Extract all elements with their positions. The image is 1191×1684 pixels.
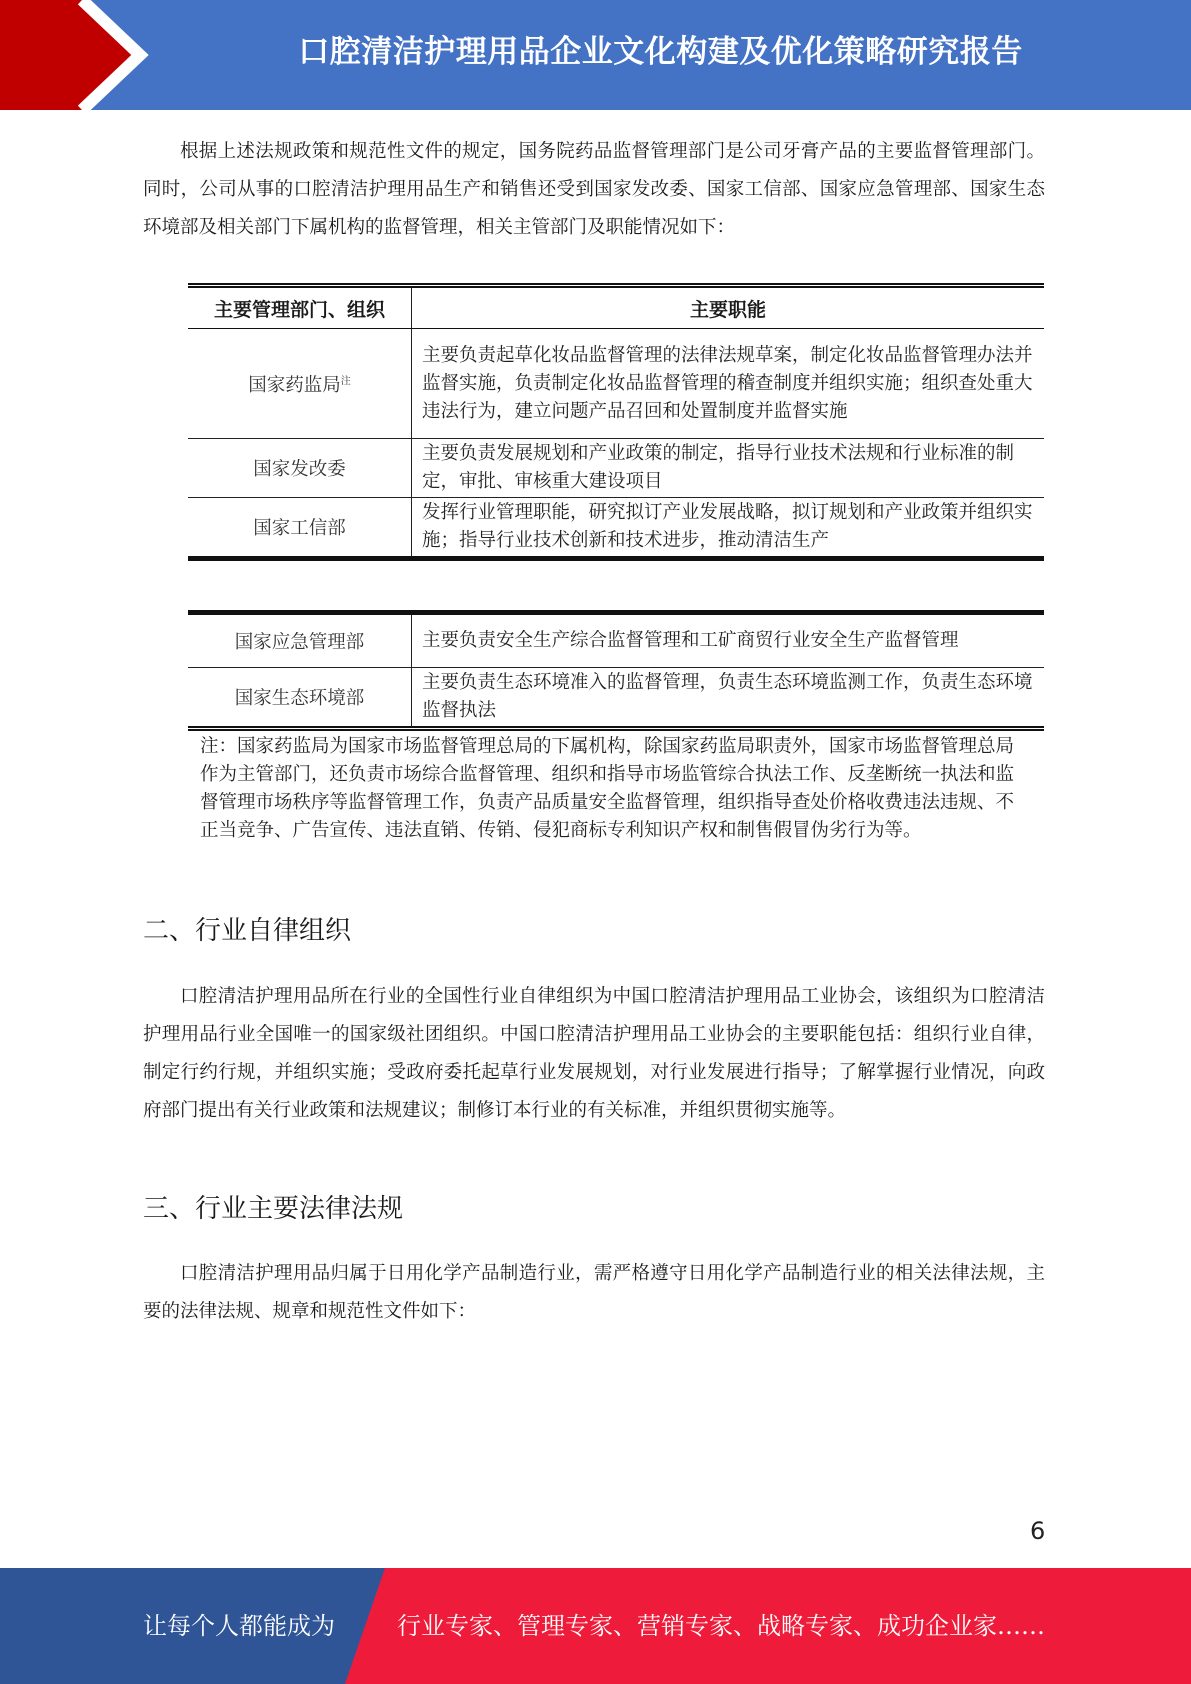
column-header-organization: 主要管理部门、组织 (188, 286, 412, 329)
laws-paragraph: 口腔清洁护理用品归属于日用化学产品制造行业，需严格遵守日用化学产品制造行业的相关法律法规，主要的法律法规、规章和规范性文件如下： (143, 1263, 1045, 1322)
table-header-row (188, 286, 1044, 329)
table-row (188, 668, 1044, 729)
footer-slogan-right: 行业专家、管理专家、营销专家、战略专家、成功企业家…… (397, 1612, 1045, 1640)
org-cell: 国家生态环境部 (188, 668, 412, 729)
duty-cell: 主要负责生态环境准入的监督管理，负责生态环境监测工作，负责生态环境监督执法 (412, 668, 1045, 729)
duty-cell: 主要负责安全生产综合监督管理和工矿商贸行业安全生产监督管理 (412, 613, 1045, 668)
page-header (0, 0, 1191, 110)
self-regulation-paragraph: 口腔清洁护理用品所在行业的全国性行业自律组织为中国口腔清洁护理用品工业协会，该组织为口腔清洁护理用品行业全国唯一的国家级社团组织。中国口腔清洁护理用品工业协会的主要职能包括：组织行业自律，制定行约行规，并组织实施；受政府委托起草行业发展规划，对行业发展进行指导；了解掌握行业情况，向政府部门提出有关行业政策和法规建议；制修订本行业的有关标准，并组织贯彻实施等。 (143, 986, 1045, 1121)
org-cell: 国家工信部 (188, 498, 412, 559)
org-name: 国家药监局 (248, 374, 341, 396)
footer-slogan-left: 让每个人都能成为 (143, 1612, 335, 1640)
note-marker: 注 (340, 375, 351, 387)
column-header-duties: 主要职能 (412, 286, 1045, 329)
intro-paragraph: 根据上述法规政策和规范性文件的规定，国务院药品监督管理部门是公司牙膏产品的主要监督管理部门。同时，公司从事的口腔清洁护理用品生产和销售还受到国家发改委、国家工信部、国家应急管理部、国家生态环境部及相关部门下属机构的监督管理，相关主管部门及职能情况如下： (143, 141, 1045, 238)
report-title: 口腔清洁护理用品企业文化构建及优化策略研究报告 (298, 34, 1023, 70)
duty-cell: 主要负责发展规划和产业政策的制定，指导行业技术法规和行业标准的制定，审批、审核重大建设项目 (412, 439, 1045, 498)
duty-cell: 发挥行业管理职能，研究拟订产业发展战略，拟订规划和产业政策并组织实施；指导行业技术创新和技术进步，推动清洁生产 (412, 498, 1045, 559)
table-row (188, 329, 1044, 439)
header-arrow-shape (0, 0, 160, 110)
table-row (188, 613, 1044, 668)
table-row (188, 439, 1044, 498)
org-cell: 国家应急管理部 (188, 613, 412, 668)
section-heading-self-regulation: 二、行业自律组织 (143, 916, 352, 946)
table-footnote: 注：国家药监局为国家市场监督管理总局的下属机构，除国家药监局职责外，国家市场监督管理总局作为主管部门，还负责市场综合监督管理、组织和指导市场监管综合执法工作、反垄断统一执法和监督管理市场秩序等监督管理工作，负责产品质量安全监督管理，组织指导查处价格收费违法违规、不正当竞争、广告宣传、违法直销、传销、侵犯商标专利知识产权和制售假冒伪劣行为等。 (200, 736, 1015, 841)
regulator-table-continued (188, 610, 1044, 731)
table-row (188, 498, 1044, 559)
page-footer (0, 1568, 1191, 1684)
regulator-table (188, 283, 1044, 561)
duty-cell: 主要负责起草化妆品监督管理的法律法规草案，制定化妆品监督管理办法并监督实施，负责制定化妆品监督管理的稽查制度并组织实施；组织查处重大违法行为，建立问题产品召回和处置制度并监督实施 (412, 329, 1045, 439)
org-cell: 国家发改委 (188, 439, 412, 498)
page-number: 6 (1030, 1517, 1046, 1545)
org-cell (188, 329, 412, 439)
section-heading-laws: 三、行业主要法律法规 (143, 1194, 404, 1224)
